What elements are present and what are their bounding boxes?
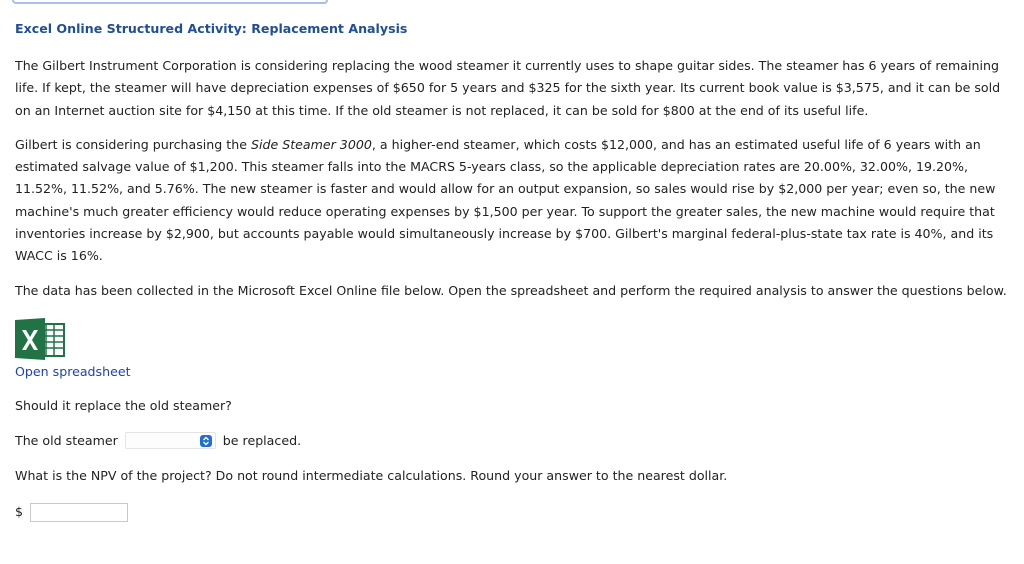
question-replace: Should it replace the old steamer? (15, 397, 232, 413)
activity-content (15, 20, 1011, 522)
npv-input[interactable] (30, 503, 128, 522)
answer-suffix: be replaced. (222, 432, 302, 448)
chevron-up-down-icon (200, 435, 212, 447)
currency-symbol: $ (15, 504, 24, 520)
paragraph-text-end: , a higher-end steamer, which costs $12,000, and has an estimated useful life of 6 years with an estimated salvage value of $1,200. This steamer falls into the MACRS 5-years class, so the applicable depreciation rates are 20.00%, 32.00%, 19.20%, 11.52%, 11.52%, and 5.76%. The new steamer is faster and would allow for an output expansion, so sales would rise by $2,000 per year; even so, the new machine's much greater efficiency would reduce operating expenses by $1,500 per year. To support the greater sales, the new machine would require that inventories increase by $2,900, but accounts payable would simultaneously increase by $700. Gilbert's marginal federal-plus-state tax rate is 40%, and its WACC is 16%. (15, 136, 996, 264)
intro-paragraph: The Gilbert Instrument Corporation is considering replacing the wood steamer it currently uses to shape guitar sides. The steamer has 6 years of remaining life. If kept, the steamer will have depreciation expenses of $650 for 5 years and $325 for the sixth year. Its current book value is $3,575, and it can be sold on an Internet auction site for $4,150 at this time. If the old steamer is not replaced, it can be sold for $800 at the end of its useful life. (15, 58, 1001, 118)
page-title: Excel Online Structured Activity: Replacement Analysis (15, 21, 408, 36)
answer-prefix: The old steamer (15, 432, 118, 448)
new-steamer-paragraph (15, 134, 1011, 268)
product-name: Side Steamer 3000 (250, 136, 372, 152)
replace-decision-select[interactable] (125, 432, 216, 449)
data-instructions-paragraph: The data has been collected in the Microsoft Excel Online file below. Open the spreadsheet and perform the required analysis to answer the questions below. (15, 282, 1007, 298)
excel-icon[interactable] (15, 318, 65, 360)
activity-tab-edge (12, 0, 328, 4)
replace-answer-row (15, 432, 1011, 450)
open-spreadsheet-link[interactable]: Open spreadsheet (15, 363, 131, 379)
paragraph-text-start: Gilbert is considering purchasing the (15, 136, 251, 152)
question-npv: What is the NPV of the project? Do not round intermediate calculations. Round your answer to the nearest dollar. (15, 467, 728, 483)
npv-answer-row (15, 503, 1011, 522)
